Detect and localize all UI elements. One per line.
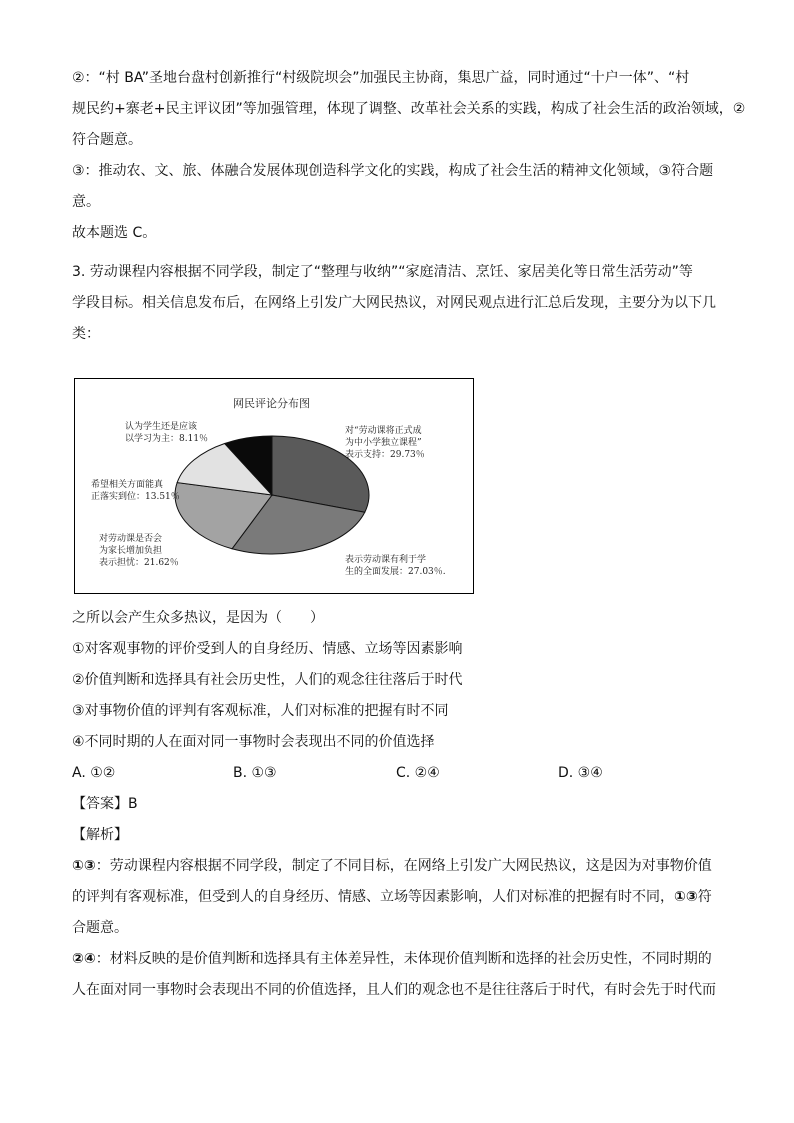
explanation-line-2: [72, 887, 712, 907]
statement-1: ①对客观事物的评价受到人的自身经历、情感、立场等因素影响: [72, 641, 463, 657]
statement-3: ③对事物价值的评判有客观标准，人们对标准的把握有时不同: [72, 703, 449, 719]
option-b: B. ①③: [233, 765, 277, 781]
explanation-text: ：劳动课程内容根据不同学段，制定了不同目标，在网络上引发广大网民热议，这是因为对事物价值: [95, 858, 712, 874]
para-line-5: 意。: [72, 194, 100, 210]
label-study: 以学习为主：8.11％: [125, 434, 209, 444]
option-c: C. ②④: [396, 765, 440, 781]
marker-13: ①③: [72, 858, 96, 874]
para-line-4: ③：推动农、文、旅、体融合发展体现创造科学文化的实践，构成了社会生活的精神文化领域，③符合题: [72, 163, 714, 179]
label-support: 为中小学独立课程”: [345, 438, 422, 448]
option-d: D. ③④: [558, 765, 603, 781]
question-stem: 之所以会产生众多热议，是因为（ ）: [72, 610, 324, 626]
explanation-line-5: 人在面对同一事物时会表现出不同的价值选择，且人们的观念也不是往往落后于时代，有时会先于时代而: [72, 982, 716, 998]
label-burden: 为家长增加负担: [99, 546, 163, 556]
marker-13: ①③: [674, 889, 698, 905]
para-line-3: 符合题意。: [72, 132, 142, 148]
label-development: 生的全面发展：27.03％.: [345, 567, 446, 577]
para-line-6: 故本题选 C。: [72, 225, 157, 241]
explanation-text: 符: [697, 889, 712, 905]
explanation-line-1: [72, 856, 712, 876]
answer-label: 【答案】B: [72, 796, 138, 812]
marker-24: ②④: [72, 951, 96, 967]
explanation-line-3: 合题意。: [72, 920, 128, 936]
label-implement: 希望相关方面能真: [91, 480, 164, 490]
label-support: 对“劳动课将正式成: [345, 426, 422, 436]
explanation-line-4: [72, 949, 712, 969]
explanation-text: ：材料反映的是价值判断和选择具有主体差异性，未体现价值判断和选择的社会历史性，不同时期的: [95, 951, 712, 967]
label-study: 认为学生还是应该: [125, 422, 198, 432]
explanation-text: 的评判有客观标准，但受到人的自身经历、情感、立场等因素影响，人们对标准的把握有时不同，: [72, 889, 674, 905]
label-support: 表示支持：29.73％: [345, 450, 425, 460]
chart-title: 网民评论分布图: [233, 397, 310, 410]
label-burden: 表示担忧：21.62％: [99, 558, 179, 568]
explanation-label: 【解析】: [72, 827, 128, 843]
pie-chart-svg: [75, 379, 475, 595]
option-a: A. ①②: [72, 765, 116, 781]
statement-4: ④不同时期的人在面对同一事物时会表现出不同的价值选择: [72, 734, 435, 750]
question-line-3: 类：: [72, 326, 100, 342]
statement-2: ②价值判断和选择具有社会历史性，人们的观念往往落后于时代: [72, 672, 463, 688]
label-development: 表示劳动课有利于学: [345, 555, 427, 565]
pie-chart-figure: [74, 378, 474, 594]
para-line-1: ②：“村 BA”圣地台盘村创新推行“村级院坝会”加强民主协商，集思广益，同时通过“十户一体”、“村: [72, 70, 690, 86]
para-line-2: 规民约+寨老+民主评议团”等加强管理，体现了调整、改革社会关系的实践，构成了社会生活的政治领域，②: [72, 101, 746, 117]
label-burden: 对劳动课是否会: [99, 534, 163, 544]
question-line-1: 3. 劳动课程内容根据不同学段，制定了“整理与收纳”“家庭清洁、烹饪、家居美化等日常生活劳动”等: [72, 264, 693, 280]
label-implement: 正落实到位：13.51％: [91, 492, 180, 502]
question-line-2: 学段目标。相关信息发布后，在网络上引发广大网民热议，对网民观点进行汇总后发现，主要分为以下几: [72, 295, 716, 311]
